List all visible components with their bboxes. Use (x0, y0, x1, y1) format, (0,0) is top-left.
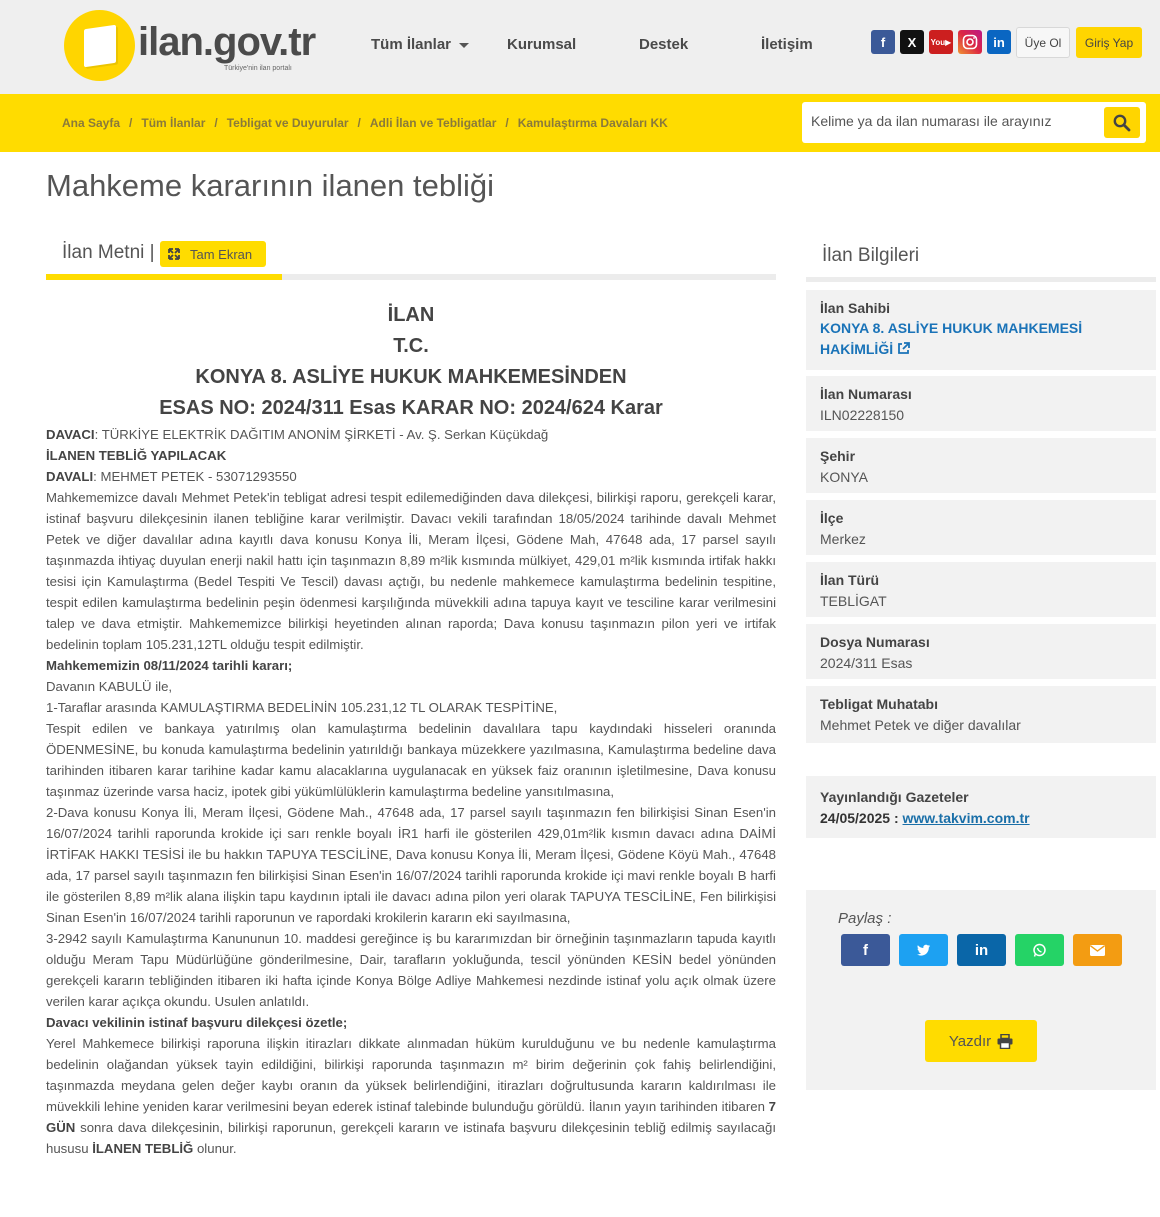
info-value: TEBLİGAT (820, 593, 887, 609)
doc-heading-ilan: İLAN (387, 304, 435, 326)
tab-listing-text-label: İlan Metni (62, 242, 145, 263)
doc-notice-line (46, 445, 776, 466)
share-whatsapp-button[interactable] (1015, 934, 1064, 966)
doc-text-bold: İLANEN TEBLİĞ (92, 1141, 194, 1156)
doc-paragraph: 1-Taraflar arasında KAMULAŞTIRMA BEDELİNİN 105.231,12 TL OLARAK TESPİTİNE, (46, 700, 558, 715)
share-buttons (841, 934, 1122, 966)
share-label: Paylaş : (838, 910, 892, 927)
doc-paragraph (46, 1033, 776, 1159)
doc-plaintiff-value: : TÜRKİYE ELEKTRİK DAĞITIM ANONİM ŞİRKETİ - Av. Ş. Serkan Küçükdağ (94, 427, 549, 442)
listing-text (46, 300, 776, 1159)
doc-text: sonra dava dilekçesinin, bilirkişi raporunun, gerekçeli kararın ve istinafa başvuru dilekçesinin tebliğ edilmiş sayılacağı hususu (46, 1120, 776, 1156)
signup-button[interactable]: Üye Ol (1016, 27, 1070, 58)
breadcrumb-expropriation[interactable]: Kamulaştırma Davaları KK (517, 116, 668, 130)
info-label: Yayınlandığı Gazeteler (820, 789, 969, 805)
info-value: KONYA (820, 469, 868, 485)
doc-decision-heading-text: Mahkememizin 08/11/2024 tarihli kararı; (46, 658, 293, 673)
info-card-district (806, 500, 1156, 555)
gazette-date: 24/05/2025 : (820, 810, 899, 826)
printer-icon (997, 1034, 1013, 1049)
info-value: ILN02228150 (820, 407, 905, 423)
doc-appeal-heading (46, 1012, 776, 1033)
share-panel (806, 890, 1156, 1090)
x-icon[interactable]: X (900, 30, 924, 54)
tab-listing-text[interactable]: İlan Metni | (62, 242, 155, 263)
fullscreen-label: Tam Ekran (190, 246, 253, 262)
instagram-icon[interactable] (958, 30, 982, 54)
twitter-icon (917, 944, 931, 956)
logo-text (138, 20, 315, 65)
gazette-entry (820, 807, 1142, 829)
doc-text: Yerel Mahkemece bilirkişi raporuna ilişkin itirazları dikkate alınmadan hüküm kurulduğunu ve bu nedenle kamulaştırma bedelinin olağandan yüksek tayin edildiğini, bilirkişi raporunda taşınmazın m² birim değerinin çok fahiş belirlendiğini, taşınmazda meydana gelen değer kaybı oranın da yüksek belirlendiğini, itirazları doğrultusunda kararın kaldırılması ile müvekkili lehine yeniden karar verilmesini beyan ederek istinaf talebinde bulunduğu görüldü. İlanın yayın tarihinden itibaren (46, 1036, 776, 1114)
doc-defendant (46, 466, 776, 487)
logo-text-domain: .gov.tr (202, 20, 316, 64)
doc-text: olunur. (193, 1141, 237, 1156)
owner-link-text: KONYA 8. ASLİYE HUKUK MAHKEMESİ HAKİMLİĞİ (820, 320, 1083, 357)
info-label: İlan Türü (820, 572, 880, 588)
top-header (0, 0, 1160, 94)
breadcrumb-separator: / (505, 116, 509, 130)
page-title: Mahkeme kararının ilanen tebliği (46, 168, 495, 203)
chevron-down-icon (459, 43, 469, 48)
info-card-gazettes (806, 776, 1156, 838)
breadcrumb-all-listings[interactable]: Tüm İlanlar (141, 116, 206, 130)
doc-heading-tc: T.C. (393, 335, 429, 357)
doc-paragraph: Tespit edilen ve bankaya yatırılmış olan kamulaştırma bedelinin davalılara tapu kaydındaki hisseleri oranında ÖDENMESİNE, bu konuda kamulaştırma bedelinin yatırıldığı bankaya müzekkere yazılmasına, Kamulaştırma bedeline dava tarihinden itibaren karar tarihine kadar kamu alacaklarına uygulanacak en yüksek faiz oranının işletilmesine, Dava konusu taşınmaz üzerinde varsa haciz, ipotek gibi yükümlülüklerin kamulaştırma bedeline yansıtılmasına, (46, 721, 776, 799)
nav-all-listings-label: Tüm İlanlar (371, 36, 452, 53)
logo-text-ilan: ilan (138, 20, 203, 64)
share-linkedin-button[interactable]: in (957, 934, 1006, 966)
sidebar-underline (806, 277, 1156, 282)
linkedin-icon[interactable]: in (987, 30, 1011, 54)
nav-contact[interactable]: İletişim (761, 36, 813, 53)
whatsapp-icon (1032, 943, 1047, 958)
info-value: 2024/311 Esas (820, 655, 913, 671)
doc-text-bold: 7 GÜN (46, 1099, 776, 1135)
breadcrumb-separator: / (214, 116, 218, 130)
doc-notice-label: İLANEN TEBLİĞ YAPILACAK (46, 448, 227, 463)
breadcrumb (62, 116, 668, 130)
doc-appeal-heading-text: Davacı vekilinin istinaf başvuru dilekçesi özetle; (46, 1015, 348, 1030)
owner-link[interactable] (820, 318, 1142, 360)
info-label: Şehir (820, 448, 856, 464)
doc-paragraph: 2-Dava konusu Konya İli, Meram İlçesi, Gödene Mah., 47648 ada, 17 parsel sayılı taşınmazın fen bilirkişisi Sinan Esen'in 16/07/2024 tarihli raporunda krokide içi sarı renkle boyalı İR1 harfi ile gösterilen 429,01m²lik kısmın davacı adına DAİMİ İRTİFAK HAKKI TESİSİ ile bu hakkın TAPUYA TESCİLİNE, Dava konusu Konya İli, Meram İlçesi, Gödene Köyü Mah., 47648 ada, 17 parsel sayılı taşınmazın fen bilirkişisi Sinan Esen'in 16/07/2024 tarihli raporunda krokide içi mavi renkle boyalı B harfi ile gösterilen 8,89 m²lik alana ilişkin tapu kaydının iptali ile davacı adına pilon yeri olarak TAPUYA TESCİLİNE, Fen bilirkişisi Sinan Esen'in 16/07/2024 tarihli raporunun ve rapordaki krokilerin kararın eki sayılmasına, (46, 805, 776, 925)
breadcrumb-notices[interactable]: Tebligat ve Duyurular (226, 116, 349, 130)
breadcrumb-separator: / (129, 116, 133, 130)
info-card-addressee (806, 686, 1156, 743)
info-value: Merkez (820, 531, 866, 547)
fullscreen-button[interactable] (160, 241, 266, 267)
sidebar-title: İlan Bilgileri (822, 245, 920, 266)
doc-paragraph: Davanın KABULÜ ile, (46, 679, 173, 694)
info-label: Dosya Numarası (820, 634, 930, 650)
doc-heading-case-no: ESAS NO: 2024/311 Esas KARAR NO: 2024/624 Karar (159, 397, 663, 419)
info-card-number (806, 376, 1156, 431)
info-card-type (806, 562, 1156, 617)
search-icon (1113, 114, 1131, 132)
social-links (871, 30, 1011, 54)
doc-heading-court: KONYA 8. ASLİYE HUKUK MAHKEMESİNDEN (195, 366, 627, 388)
breadcrumb-bar (0, 94, 1160, 152)
nav-all-listings[interactable] (371, 36, 469, 53)
nav-support[interactable]: Destek (639, 36, 689, 53)
info-value: Mehmet Petek ve diğer davalılar (820, 717, 1021, 733)
print-label: Yazdır (948, 1032, 992, 1050)
doc-plaintiff-label: DAVACI (46, 427, 95, 442)
logo-document-icon (84, 25, 116, 67)
site-logo[interactable] (64, 10, 316, 82)
search-button[interactable] (1104, 107, 1140, 138)
doc-defendant-label: DAVALI (46, 469, 94, 484)
breadcrumb-home[interactable]: Ana Sayfa (62, 116, 121, 130)
info-card-city (806, 438, 1156, 493)
expand-icon (168, 248, 180, 260)
breadcrumb-judicial[interactable]: Adli İlan ve Tebligatlar (369, 116, 497, 130)
share-facebook-button[interactable]: f (841, 934, 890, 966)
share-email-button[interactable] (1073, 934, 1122, 966)
facebook-icon[interactable]: f (871, 30, 895, 54)
external-link-icon (897, 342, 910, 355)
doc-paragraph: Mahkememizce davalı Mehmet Petek'in tebligat adresi tespit edilemediğinden dava dilekçesi, bilirkişi raporu, gerekçeli karar, istinaf başvuru dilekçesinin ilanen tebliğine karar verilmiştir. Davacı vekili tarafından 18/05/2024 tarihinde davalı Mehmet Petek ve diğer davalılar adına kayıtlı dava konusu Konya İli, Meram İlçesi, Gödene Mah, 47648 ada, 17 parsel sayılı taşınmazda ihtiyaç duyulan enerji nakil hattı için taşınmazın 8,89 m²lik kısmında mülkiyet, 429,01 m²lik kısmında irtifak hakkı tesisi için Kamulaştırma (Bedel Tespiti Ve Tescil) davası açtığı, bu nedenle mahkemece kamulaştırma bedelinin tespitine, tespit edilen kamulaştırma bedelinin peşin ödenmesi karşılığında müvekkili adına tapuya kayıt ve tesciline karar verilmesini talep ve dava etmiştir. Mahkememizce bilirkişi heyetinden alınan raporda; Dava konusu taşınmazın pilon yeri ve irtifak bedelinin toplam 105.231,12TL olduğu tespit edilmiştir. (46, 490, 776, 652)
doc-defendant-value: : MEHMET PETEK - 53071293550 (93, 469, 297, 484)
breadcrumb-separator: / (357, 116, 361, 130)
nav-corporate[interactable]: Kurumsal (507, 36, 577, 53)
info-card-file (806, 624, 1156, 679)
search-input[interactable] (811, 113, 1101, 129)
doc-plaintiff (46, 424, 776, 445)
info-label: Tebligat Muhatabı (820, 696, 938, 712)
youtube-icon[interactable]: You▶ (929, 30, 953, 54)
gazette-link[interactable]: www.takvim.com.tr (902, 810, 1030, 826)
tab-underline-active (46, 274, 282, 280)
doc-decision-heading (46, 655, 776, 676)
search-box (802, 102, 1146, 143)
info-label: İlçe (820, 510, 844, 526)
share-twitter-button[interactable] (899, 934, 948, 966)
info-label: İlan Numarası (820, 386, 912, 402)
email-icon (1090, 945, 1105, 956)
doc-paragraph: 3-2942 sayılı Kamulaştırma Kanununun 10. maddesi gereğince iş bu kararımızdan bir örneğinin taşınmazların tapuda kayıtlı olduğu Meram Tapu Müdürlüğüne gönderilmesine, Dair, tarafların yokluğunda, tescil yönünden KESİN bedel yönünden gerekçeli kararın tebliğinden itibaren iki hafta içinde Konya Bölge Adliye Mahkemesi nezdinde istinaf yolu açık olmak üzere verilen karar açıkça okundu. Usulen anlatıldı. (46, 931, 776, 1009)
login-button[interactable]: Giriş Yap (1076, 27, 1142, 58)
logo-tagline: Türkiye'nin ilan portalı (224, 65, 292, 72)
print-button[interactable] (925, 1020, 1037, 1062)
info-card-owner (806, 290, 1156, 370)
info-label: İlan Sahibi (820, 300, 891, 316)
